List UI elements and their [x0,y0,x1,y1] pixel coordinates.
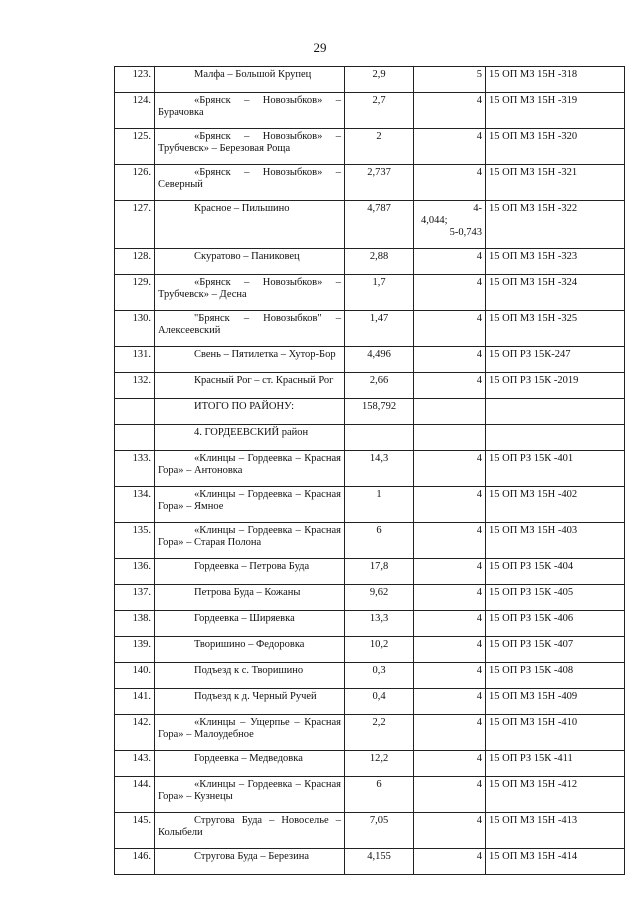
road-name-word: Гордеевка [247,779,293,790]
road-name [155,813,345,849]
road-category: 4 [414,637,486,663]
road-name-line-2: Бурачовка [158,107,204,118]
road-length: 2,88 [345,249,414,275]
road-name-line-2: Гора» – Ямное [158,501,224,512]
road-name-word: – [335,815,341,826]
road-name-line-1 [158,815,341,827]
road-name-line-2: Гора» – Малоудебное [158,729,254,740]
road-name-text: Красный Рог – ст. Красный Рог [194,375,334,386]
road-category: 4 [414,165,486,201]
table-row [115,399,625,425]
road-code: 15 ОП РЗ 15К -401 [486,451,625,487]
road-name-line-2: Трубчевск» – Березовая Роща [158,143,291,154]
road-length: 1,47 [345,311,414,347]
road-name-text: Подъезд к д. Черный Ручей [194,691,317,702]
road-code: 15 ОП МЗ 15Н -403 [486,523,625,559]
road-name-word: – [295,525,301,536]
road-category: 4 [414,663,486,689]
page-number: 29 [313,40,327,55]
road-name-word: – [238,453,245,464]
table-row [115,751,625,777]
road-name [155,201,345,249]
road-name-line-1 [158,453,341,465]
road-code: 15 ОП МЗ 15Н -320 [486,129,625,165]
roads-table-body [115,67,625,875]
road-category: 4 [414,559,486,585]
road-category: 4 [414,585,486,611]
table-row [115,249,625,275]
road-code: 15 ОП РЗ 15К -407 [486,637,625,663]
road-name [155,777,345,813]
table-row [115,849,625,875]
road-length: 14,3 [345,451,414,487]
road-name-word: – [238,525,245,536]
road-code: 15 ОП МЗ 15Н -321 [486,165,625,201]
row-number: 123. [115,67,155,93]
road-name [155,689,345,715]
road-name [155,67,345,93]
road-length: 2 [345,129,414,165]
road-category-part: 4- [473,203,482,214]
road-name-text: Петрова Буда – Кожаны [194,587,301,598]
road-name-line-2: Колыбели [158,827,203,838]
road-name-line-1 [158,525,341,537]
road-name-line-1 [158,717,341,729]
road-name-line-2: Гора» – Антоновка [158,465,243,476]
road-category [414,425,486,451]
road-name [155,487,345,523]
road-category: 5 [414,67,486,93]
road-name-line-2: Трубчевск» – Десна [158,289,247,300]
row-number: 139. [115,637,155,663]
road-length: 2,737 [345,165,414,201]
road-category: 4 [414,373,486,399]
road-code: 15 ОП МЗ 15Н -322 [486,201,625,249]
road-length: 7,05 [345,813,414,849]
table-row [115,425,625,451]
row-number: 130. [115,311,155,347]
row-number: 134. [115,487,155,523]
table-row [115,275,625,311]
road-name-text: Скуратово – Паниковец [194,251,300,262]
road-name-word: Новозыбков" [263,313,322,324]
road-name-text: Гордеевка – Медведовка [194,753,303,764]
road-name-word: – [244,277,250,288]
road-name-word: Буда [241,815,263,826]
table-row [115,689,625,715]
row-number: 128. [115,249,155,275]
road-name [155,663,345,689]
road-name-line-2: Северный [158,179,203,190]
road-name-word: – [243,313,250,324]
table-row [115,93,625,129]
road-length: 2,66 [345,373,414,399]
road-category: 4 [414,813,486,849]
road-name [155,311,345,347]
road-length: 6 [345,523,414,559]
road-name-word: – [294,717,300,728]
road-name-word: – [240,717,246,728]
road-length: 1,7 [345,275,414,311]
road-name-line-1 [158,131,341,143]
road-name-word: – [335,95,341,106]
table-row [115,637,625,663]
road-code: 15 ОП РЗ 15К -2019 [486,373,625,399]
road-category-part: 5-0,743 [449,227,482,238]
row-number: 136. [115,559,155,585]
road-category: 4 [414,311,486,347]
table-row [115,611,625,637]
road-name-word: – [335,131,341,142]
road-name [155,425,345,451]
road-name-word: «Брянск [194,277,231,288]
road-length: 10,2 [345,637,414,663]
road-name-text: Подъезд к с. Творишино [194,665,304,676]
road-name [155,129,345,165]
road-name-word: «Клинцы [194,489,236,500]
road-code: 15 ОП МЗ 15Н -409 [486,689,625,715]
table-row [115,715,625,751]
road-name-text: Творишино – Федоровка [194,639,305,650]
row-number: 127. [115,201,155,249]
road-name-word: «Клинцы [194,525,236,536]
road-category: 4 [414,347,486,373]
road-length: 0,3 [345,663,414,689]
road-name [155,275,345,311]
road-code: 15 ОП РЗ 15К -405 [486,585,625,611]
row-number [115,399,155,425]
road-name-word: Красная [304,453,341,464]
road-name [155,559,345,585]
road-name-line-1 [158,167,341,179]
road-name-word: – [269,815,275,826]
road-length: 13,3 [345,611,414,637]
road-name-line-1 [158,779,341,791]
table-row [115,813,625,849]
row-number: 133. [115,451,155,487]
road-category [414,201,486,249]
road-code: 15 ОП РЗ 15К -404 [486,559,625,585]
road-code: 15 ОП МЗ 15Н -318 [486,67,625,93]
road-code: 15 ОП МЗ 15Н -410 [486,715,625,751]
road-category: 4 [414,451,486,487]
road-name-text: Гордеевка – Ширяевка [194,613,295,624]
road-code: 15 ОП РЗ 15К -408 [486,663,625,689]
table-row [115,201,625,249]
road-code [486,399,625,425]
table-row [115,347,625,373]
row-number: 142. [115,715,155,751]
table-row [115,487,625,523]
row-number: 138. [115,611,155,637]
road-name-line-2: Алексеевский [158,325,221,336]
road-length: 9,62 [345,585,414,611]
road-length: 2,2 [345,715,414,751]
road-category: 4 [414,611,486,637]
road-name-word: Красная [304,779,341,790]
road-name-word: «Брянск [194,167,231,178]
road-name-text: Стругова Буда – Березина [194,851,309,862]
road-name-line-1 [158,313,341,325]
road-name-line-1 [158,95,341,107]
road-code: 15 ОП МЗ 15Н -413 [486,813,625,849]
road-name [155,637,345,663]
road-name-line-1 [158,489,341,501]
row-number: 146. [115,849,155,875]
road-name-word: «Клинцы [194,453,236,464]
road-name-word: – [335,313,341,324]
road-code: 15 ОП МЗ 15Н -412 [486,777,625,813]
road-name-word: Красная [304,489,341,500]
table-row [115,311,625,347]
road-category: 4 [414,523,486,559]
road-name [155,751,345,777]
road-code: 15 ОП МЗ 15Н -402 [486,487,625,523]
road-name-word: Гордеевка [247,489,293,500]
road-name [155,373,345,399]
road-name-word: – [238,489,245,500]
road-length: 158,792 [345,399,414,425]
road-length: 12,2 [345,751,414,777]
row-number: 126. [115,165,155,201]
row-number: 125. [115,129,155,165]
row-number: 144. [115,777,155,813]
road-name-word: – [244,131,250,142]
table-row [115,523,625,559]
road-length: 1 [345,487,414,523]
road-name-word: Новозыбков» [262,167,323,178]
road-name-line-2: Гора» – Кузнецы [158,791,233,802]
road-name-word: – [238,779,245,790]
table-row [115,559,625,585]
road-code [486,425,625,451]
road-category-part: 4,044; [421,215,448,226]
row-number: 137. [115,585,155,611]
road-name-word: Новозыбков» [262,277,323,288]
road-category: 4 [414,93,486,129]
road-name [155,523,345,559]
road-name [155,585,345,611]
road-category: 4 [414,487,486,523]
road-category [414,399,486,425]
road-code: 15 ОП РЗ 15К -406 [486,611,625,637]
row-number [115,425,155,451]
road-name-word: Ущерпье [250,717,290,728]
row-number: 140. [115,663,155,689]
road-category: 4 [414,777,486,813]
road-length: 2,9 [345,67,414,93]
row-number: 145. [115,813,155,849]
road-name-text: Свень – Пятилетка – Хутор-Бор [194,349,336,360]
road-name [155,611,345,637]
row-number: 141. [115,689,155,715]
road-name-word: Новоселье [281,815,329,826]
road-name-word: – [335,277,341,288]
road-name [155,715,345,751]
road-length: 4,496 [345,347,414,373]
road-name-word: – [295,779,301,790]
road-name-word: – [295,489,301,500]
road-length: 4,787 [345,201,414,249]
road-name-word: Гордеевка [247,525,293,536]
row-number: 143. [115,751,155,777]
row-number: 124. [115,93,155,129]
road-code: 15 ОП РЗ 15К-247 [486,347,625,373]
road-name [155,165,345,201]
road-length: 2,7 [345,93,414,129]
road-name-word: – [244,167,250,178]
road-name-text: ИТОГО ПО РАЙОНУ: [194,401,295,412]
road-name [155,849,345,875]
table-row [115,67,625,93]
road-name [155,451,345,487]
road-name [155,249,345,275]
road-category: 4 [414,275,486,311]
road-length [345,425,414,451]
table-row [115,165,625,201]
road-name-word: – [335,167,341,178]
road-name-text: 4. ГОРДЕЕВСКИЙ район [194,427,309,438]
road-name-word: – [295,453,301,464]
road-length: 4,155 [345,849,414,875]
road-name-word: «Клинцы [194,779,236,790]
table-row [115,663,625,689]
road-name-word: «Брянск [194,95,231,106]
row-number: 132. [115,373,155,399]
road-name [155,347,345,373]
table-row [115,585,625,611]
road-name-line-2: Гора» – Старая Полона [158,537,262,548]
road-name-word: Гордеевка [247,453,293,464]
road-category: 4 [414,751,486,777]
table-row [115,373,625,399]
road-code: 15 ОП МЗ 15Н -324 [486,275,625,311]
road-category: 4 [414,249,486,275]
road-name-text: Малфа – Большой Крупец [194,69,312,80]
road-name [155,93,345,129]
road-name-word: «Брянск [194,131,231,142]
road-name-word: Новозыбков» [262,131,323,142]
road-code: 15 ОП МЗ 15Н -319 [486,93,625,129]
row-number: 131. [115,347,155,373]
road-category: 4 [414,129,486,165]
row-number: 135. [115,523,155,559]
road-category: 4 [414,715,486,751]
road-name [155,399,345,425]
road-length: 0,4 [345,689,414,715]
road-name-word: Красная [304,717,341,728]
row-number: 129. [115,275,155,311]
road-code: 15 ОП МЗ 15Н -325 [486,311,625,347]
road-length: 6 [345,777,414,813]
road-name-word: «Клинцы [194,717,236,728]
road-name-text: Гордеевка – Петрова Буда [194,561,310,572]
road-name-word: Красная [304,525,341,536]
road-code: 15 ОП МЗ 15Н -414 [486,849,625,875]
road-name-word: Новозыбков» [262,95,323,106]
table-row [115,451,625,487]
road-category: 4 [414,689,486,715]
table-row [115,129,625,165]
road-name-line-1 [158,277,341,289]
road-code: 15 ОП МЗ 15Н -323 [486,249,625,275]
road-name-text: Красное – Пильшино [194,203,290,214]
road-name-word: "Брянск [194,313,230,324]
road-name-word: Стругова [194,815,235,826]
road-name-word: – [244,95,250,106]
road-category: 4 [414,849,486,875]
table-row [115,777,625,813]
road-length: 17,8 [345,559,414,585]
roads-table [114,66,625,875]
road-code: 15 ОП РЗ 15К -411 [486,751,625,777]
